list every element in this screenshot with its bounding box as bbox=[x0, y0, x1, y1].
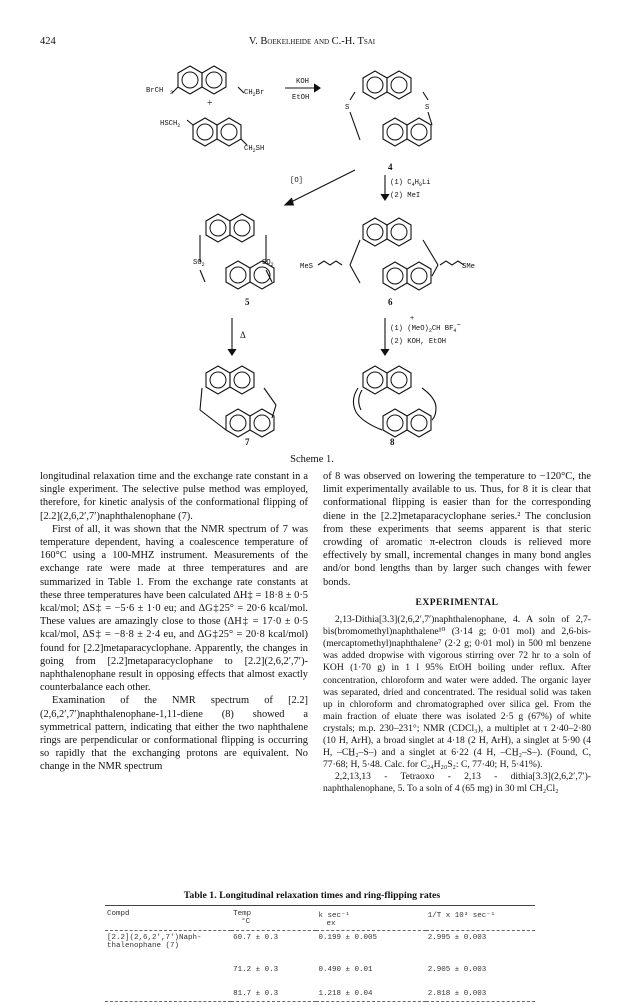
label-ch2sh: $CH_2SH$ bbox=[244, 145, 265, 154]
paragraph: of 8 was observed on lowering the temperature to −120°C, the limit experimentally available to us. Thus, for 8 it is clear that conformational flipping is easier than for the corresponding diene in the [2.2]metaparacyclophane series.² The conclusion from these experiments that seems apparent is that steric crowding of aromatic π-electron clouds is relieved more effectively by small, incremental changes in many bond angles and/or bond lengths than by larger such changes with fewer bonds. bbox=[323, 471, 591, 588]
scheme-caption: Scheme 1. bbox=[290, 454, 334, 465]
table-cell: 81.7 ± 0.3 bbox=[233, 990, 279, 998]
heat-delta: Δ bbox=[240, 330, 246, 340]
table-caption: Table 1. Longitudinal relaxation times and ring-flipping rates bbox=[183, 890, 441, 901]
molecule-dithiol bbox=[193, 118, 241, 146]
table-header-k bbox=[316, 906, 425, 931]
table-cell: 0.199 ± 0.005 bbox=[318, 934, 377, 942]
molecule-8 bbox=[353, 366, 436, 437]
table-cell bbox=[105, 987, 231, 1002]
reagent-step4: (2) KOH, EtOH bbox=[390, 338, 447, 346]
table-header-k-line1: k sec⁻¹ bbox=[318, 912, 350, 920]
plus-sign: + bbox=[207, 98, 213, 109]
compound-label-8: 8 bbox=[390, 437, 395, 447]
table-cell: 2.818 ± 0.003 bbox=[427, 990, 487, 998]
table-header-compd: Compd bbox=[107, 910, 130, 918]
body-column-left bbox=[40, 470, 308, 774]
label-sme: SMe bbox=[462, 263, 475, 271]
compound-label-4: 4 bbox=[388, 162, 393, 172]
table-row bbox=[105, 963, 535, 977]
paragraph: First of all, it was shown that the NMR spectrum of 7 was temperature dependent, having a coalescence temperature of 160°C using a 100-MHZ instrument. Measurements of the exchange rate were made at three temperatures and are summarized in Table 1. From the exchange rate constants at these three temperatures have been calculated ΔH‡ = 18·8 ± 0·5 kcal/mol; ΔS‡ = −5·6 ± 1·0 eu; and ΔG‡25° = 20·6 kcal/mol. These values are amazingly close to those (ΔH‡ = 17·0 ± 0·5 kcal/mol, ΔS‡ = −8·8 ± 2·4 eu, and ΔG‡25° = 20·8 kcal/mol) found for [2.2]metaparacyclophane. Apparently, the changes in going from [2.2]metaparacyclophane to [2.2](2,6,2′,7′)-naphthalenophane result in opposing effects that almost exactly counterbalance each other. bbox=[40, 523, 308, 694]
label-mes: MeS bbox=[300, 263, 313, 271]
paragraph: Examination of the NMR spectrum of [2.2](2,6,2′,7′)naphthalenophane-1,11-diene (8) showed a symmetrical pattern, indicating that either the two naphthalene rings are perpendicular or conformational flipping is occurring so rapidly that the exchanging protons are equivalent. No change in the NMR spectrum bbox=[40, 695, 308, 773]
sulfur-left: S bbox=[345, 104, 350, 112]
reaction-scheme bbox=[0, 55, 624, 450]
arrow-oxidation bbox=[285, 170, 355, 205]
label-so2-right: $SO_2$ bbox=[262, 259, 274, 268]
reagent-oxidation: [O] bbox=[290, 177, 303, 185]
table-cell: 71.2 ± 0.3 bbox=[233, 966, 279, 974]
reagent-step1: (1) $C_4H_9Li$ bbox=[390, 179, 431, 188]
table-header-temp-line1: Temp bbox=[233, 910, 252, 918]
molecule-5 bbox=[200, 214, 274, 289]
section-heading-experimental: EXPERIMENTAL bbox=[415, 597, 499, 608]
compound-label-5: 5 bbox=[245, 297, 250, 307]
label-so2-left: $SO_2$ bbox=[193, 259, 205, 268]
molecule-6 bbox=[318, 218, 464, 290]
table-cell: 2.995 ± 0.003 bbox=[427, 934, 487, 942]
table-cell: [2.2](2,6,2′,7′)Naph-thalenophane (7) bbox=[107, 934, 202, 950]
running-head: V. Boekelheide and C.-H. Tsai bbox=[248, 36, 376, 47]
table-row bbox=[105, 987, 535, 1002]
compound-label-7: 7 bbox=[245, 437, 250, 447]
paragraph-experimental: 2,13-Dithia[3.3](2,6,2′,7′)naphthalenophane, 4. A soln of 2,7-bis(bromomethyl)naphthalene¹⁰ (3·14 g; 0·01 mol) and 2,6-bis-(mercaptomethyl)naphthalene⁷ (2·2 g; 0·01 mol) in 500 ml benzene was added dropwise with vigorous stirring over 72 hr to a soln of KOH (1·70 g) in 1 l 95% EtOH boiling under reflux. After concentration, chloroform and water were added. The organic layer was separated, dried and concentrated. The residual solid was taken up in chloroform and chromatographed over silica gel. From the main fraction of eluate there was isolated 2·5 g (67%) of white crystals; m.p. 230–231°; NMR (CDCl₃), a multiplet at τ 2·40–2·80 (10 H, ArH), a broad singlet at 4·18 (2 H, ArH), a singlet at 5·90 (4 H, –CH̲₂–S–) and a singlet at 6·22 (4 H, –CH̲₂–S–). (Found, C, 77·68; H, 5·48. Calc. for C₂₄H₂₀S₂: C, 77·40; H, 5·41%). bbox=[323, 614, 591, 771]
reagent-etoh: EtOH bbox=[292, 94, 310, 102]
reagent-step3: (1) $(MeO)_2CH$ $BF_4-$ bbox=[390, 322, 461, 334]
sub-2-a: 2 bbox=[170, 90, 174, 96]
table-row bbox=[105, 931, 535, 954]
molecule-7 bbox=[200, 366, 276, 437]
table-cell: 0.490 ± 0.01 bbox=[318, 966, 373, 974]
reagent-step2: (2) MeI bbox=[390, 192, 421, 200]
molecule-4 bbox=[350, 71, 432, 146]
table-header-inverse-t: 1/T x 10³ sec⁻¹ bbox=[427, 912, 496, 920]
table-cell: 2.905 ± 0.003 bbox=[427, 966, 487, 974]
data-table bbox=[105, 905, 535, 1004]
page-number: 424 bbox=[40, 36, 56, 47]
table-cell bbox=[105, 963, 231, 977]
label-brch2: BrCH bbox=[146, 87, 164, 95]
label-hsch2: $HSCH_2$ bbox=[160, 120, 181, 129]
body-column-right bbox=[323, 470, 591, 795]
reagent-koh: KOH bbox=[296, 78, 309, 86]
table-header-temp-line2: °C bbox=[241, 918, 251, 926]
table-cell: 60.7 ± 0.3 bbox=[233, 934, 279, 942]
table-header-temp bbox=[231, 906, 316, 931]
plus-charge: + bbox=[410, 315, 415, 323]
table-header-k-line2: ex bbox=[326, 920, 336, 928]
table-cell: 1.218 ± 0.04 bbox=[318, 990, 373, 998]
compound-label-6: 6 bbox=[388, 297, 393, 307]
paragraph: longitudinal relaxation time and the exchange rate constant in a single experiment. The selective pulse method was employed, therefore, for kinetic analysis of the conformational flipping of [2.2](2,6,2′,7′)naphthalenophane (7). bbox=[40, 471, 308, 522]
sulfur-right: S bbox=[425, 104, 430, 112]
label-ch2br: $CH_2Br$ bbox=[244, 89, 265, 98]
paragraph-experimental: 2,2,13,13 - Tetraoxo - 2,13 - dithia[3.3](2,6,2′,7′)-naphthalenophane, 5. To a soln of 4 (65 mg) in 30 ml CH₂Cl₂ bbox=[323, 771, 591, 795]
molecule-dibromide bbox=[178, 66, 226, 94]
